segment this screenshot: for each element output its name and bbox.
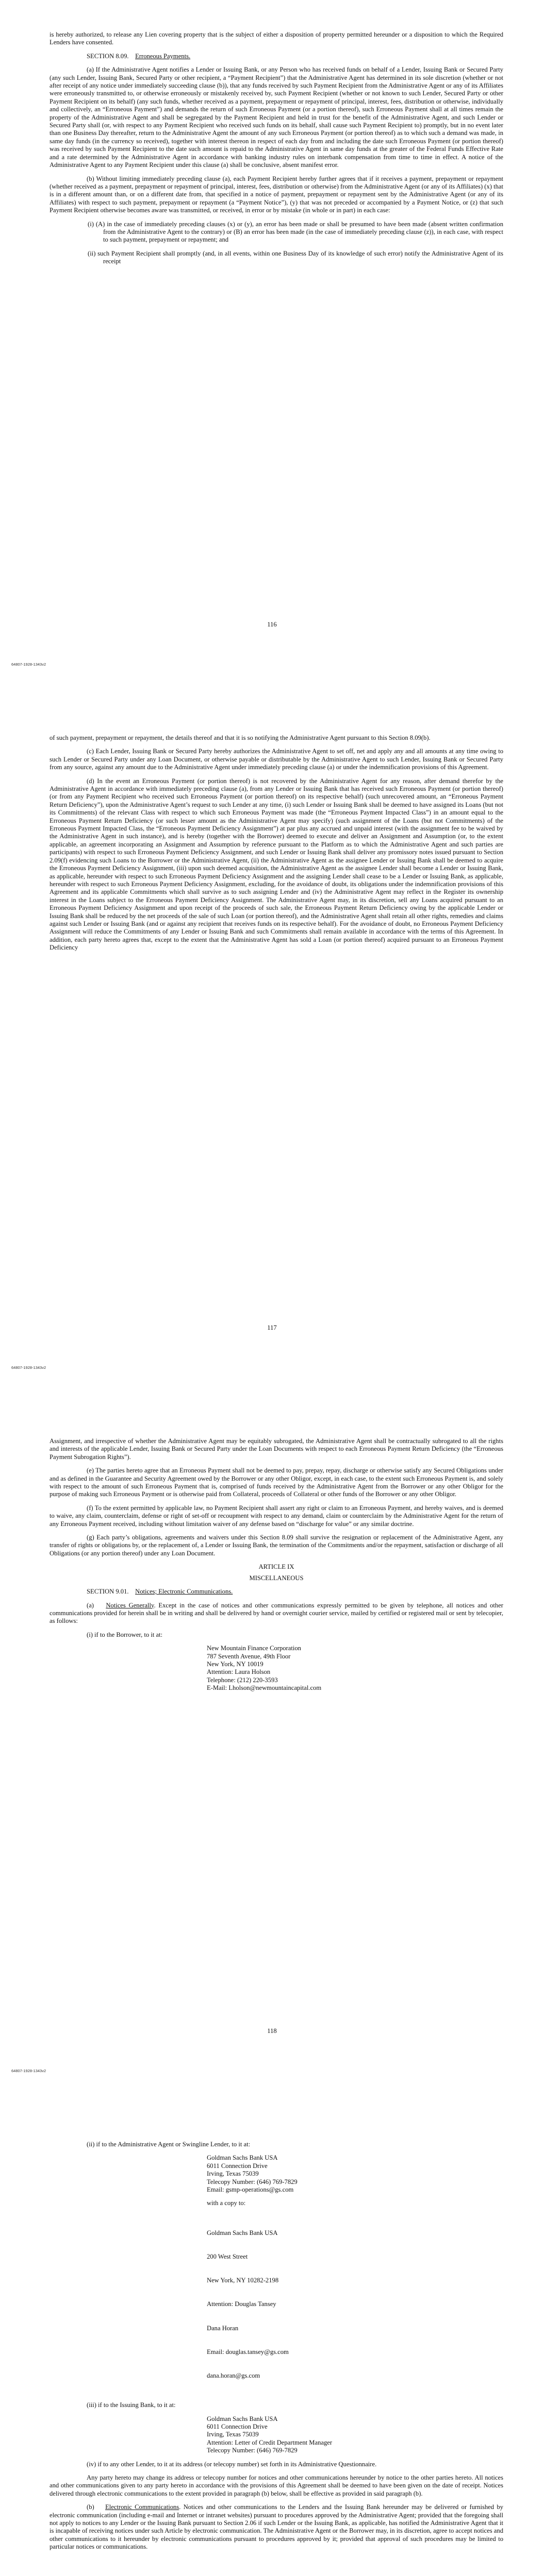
address-line: New York, NY 10019 xyxy=(207,1660,263,1668)
continued-paragraph: Assignment, and irrespective of whether the Administrative Agent may be equitably subrogated, the Administrative Agent shall be contractually subrogated to all the rights and interests of the applicable Lender, Issuing Bank or Secured Party under the Loan Documents with respect to each Erroneous Payment Return Deficiency (the “Erroneous Payment Subrogation Rights”). xyxy=(50,1437,503,1461)
page-116 xyxy=(0,0,544,703)
paragraph-a-text: . Except in the case of notices and other communications expressly permitted to be given by telephone, all notices and other communications provided for herein shall be in writing and shall be delivered by hand or overnight courier service, mailed by certified or registered mail or sent by telecopier, as follows: xyxy=(50,1601,504,1625)
address-line: Goldman Sachs Bank USA xyxy=(207,2229,278,2236)
address-line: Attention: Laura Holson xyxy=(207,1668,271,1676)
document-id: 64807-1928-1343v2 xyxy=(11,662,46,667)
with-copy-label: with a copy to: xyxy=(207,2199,246,2207)
page-number: 117 xyxy=(267,1324,277,1331)
borrower-address xyxy=(207,1645,503,1692)
section-heading xyxy=(50,1588,503,1596)
continued-paragraph: of such payment, prepayment or repayment, the details thereof and that it is so notifying the Administrative Agent pursuant to this Section 8.09(b). xyxy=(50,734,431,741)
address-line: New Mountain Finance Corporation xyxy=(207,1645,301,1652)
address-line: Telecopy Number: (646) 769-7829 xyxy=(207,2178,298,2185)
paragraph-a: (a) If the Administrative Agent notifies a Lender or Issuing Bank, or any Person who has received funds on behalf of a Lender, Issuing Bank or Secured Party (any such Lender, Issuing Bank, Secured Party or other recipient, a “Payment Recipient”) that the Administrative Agent has determined in its sole discretion (whether or not after receipt of any notice under immediately succeeding clause (b)), that any funds received by such Payment Recipient from the Administrative Agent or any of its Affiliates were erroneously transmitted to, or otherwise erroneously or mistakenly received by, such Payment Recipient (whether or not known to such Lender, Secured Party or other Payment Recipient on its behalf) (any such funds, whether received as a payment, prepayment or repayment of principal, interest, fees, distribution or otherwise, individually and collectively, an “Erroneous Payment”) and demands the return of such Erroneous Payment (or a portion thereof), such Erroneous Payment shall at all times remain the property of the Administrative Agent and shall be segregated by the Payment Recipient and held in trust for the benefit of the Administrative Agent, and such Lender or Secured Party shall (or, with respect to any Payment Recipient who received such funds on its behalf, shall cause such Payment Recipient to) promptly, but in no event later than one Business Day thereafter, return to the Administrative Agent the amount of any such Erroneous Payment (or portion thereof) as to which such a demand was made, in same day funds (in the currency so received), together with interest thereon in respect of each day from and including the date such Erroneous Payment (or portion thereof) was received by such Payment Recipient to the date such amount is repaid to the Administrative Agent in same day funds at the greater of the Federal Funds Effective Rate and a rate determined by the Administrative Agent in accordance with banking industry rules on interbank compensation from time to time in effect. A notice of the Administrative Agent to any Payment Recipient under this clause (a) shall be conclusive, absent manifest error. xyxy=(50,66,503,169)
address-line: Dana Horan xyxy=(207,2324,239,2332)
address-line: Irving, Texas 75039 xyxy=(207,2170,259,2178)
section-title: Erroneous Payments. xyxy=(135,52,191,60)
address-line: Telephone: (212) 220-3593 xyxy=(207,1676,278,1684)
address-line: 787 Seventh Avenue, 49th Floor xyxy=(207,1652,291,1660)
page-119 xyxy=(0,2110,544,2576)
issuing-bank-address xyxy=(207,2415,503,2455)
paragraph-a-title: Notices Generally xyxy=(106,1601,154,1609)
paragraph-c: (c) Each Lender, Issuing Bank or Secured Party hereby authorizes the Administrative Agent to set off, net and apply any and all amounts at any time owing to such Lender or Secured Party under any Loan Document, or otherwise payable or distributable by the Administrative Agent to such Lender, Issuing Bank or Secured Party from any source, against any amount due to the Administrative Agent under immediately preceding clause (a) or under the indemnification provisions of this Agreement. xyxy=(50,748,503,771)
agent-copy-address xyxy=(207,2213,503,2396)
address-line: 6011 Connection Drive xyxy=(207,2162,268,2170)
item-i: (i) if to the Borrower, to it at: xyxy=(87,1631,163,1638)
agent-address xyxy=(207,2154,503,2194)
paragraph-b-i: (i) (A) in the case of immediately preceding clauses (x) or (y), an error has been made or shall be presumed to have been made (absent written confirmation from the Administrative Agent to the contrary) or (B) an error has been made (in the case of immediately preceding clause (z)), in each case, with respect to such payment, prepayment or repayment; and xyxy=(88,220,503,244)
section-title: Notices; Electronic Communications. xyxy=(135,1588,233,1596)
paragraph-b-title: Electronic Communications xyxy=(105,2503,179,2511)
address-line: New York, NY 10282-2198 xyxy=(207,2277,279,2284)
paragraph-b: (b) Without limiting immediately preceding clause (a), each Payment Recipient hereby further agrees that if it receives a payment, prepayment or repayment (whether received as a payment, prepayment or repayment of principal, interest, fees, distribution or otherwise) from the Administrative Agent (or any of its Affiliates) (x) that is in a different amount than, or on a different date from, that specified in a notice of payment, prepayment or repayment sent by the Administrative Agent (or any of its Affiliates) with respect to such payment, prepayment or repayment (a “Payment Notice”), (y) that was not preceded or accompanied by a Payment Notice, or (z) that such Payment Recipient otherwise becomes aware was transmitted, or received, in error or by mistake (in whole or in part) in each case: xyxy=(50,175,504,214)
address-line: 6011 Connection Drive xyxy=(207,2423,268,2430)
address-line: Goldman Sachs Bank USA xyxy=(207,2415,278,2422)
section-heading xyxy=(50,53,503,60)
paragraph-e: (e) The parties hereto agree that an Erroneous Payment shall not be deemed to pay, prepay, repay, discharge or otherwise satisfy any Secured Obligations under and as defined in the Guarantee and Security Agreement owed by the Borrower or any other Obligor, except, in each case, to the extent such Erroneous Payment is, and solely with respect to the amount of such Erroneous Payment that is, comprised of funds received by the Administrative Agent from the Borrower or any other Obligor for the purpose of making such Erroneous Payment or is otherwise paid from Collateral, proceeds of Collateral or other funds of the Borrower or any other Obligor. xyxy=(50,1467,503,1498)
address-line: Attention: Letter of Credit Department Manager xyxy=(207,2438,333,2446)
page-number: 118 xyxy=(267,2027,277,2035)
document-id: 64807-1928-1343v2 xyxy=(11,2069,46,2073)
address-line: 200 West Street xyxy=(207,2252,248,2260)
section-number: SECTION 8.09. xyxy=(87,52,129,60)
paragraph-b-ii: (ii) such Payment Recipient shall promptly (and, in all events, within one Business Day of its knowledge of such error) notify the Administrative Agent of its receipt xyxy=(88,249,503,265)
address-line: Email: douglas.tansey@gs.com xyxy=(207,2348,289,2355)
address-line: E-Mail: Lholson@newmountaincapital.com xyxy=(207,1684,322,1692)
item-iv: (iv) if to any other Lender, to it at its address (or telecopy number) set forth in its Administrative Questionnaire. xyxy=(87,2460,377,2468)
paragraph-a-label: (a) xyxy=(87,1601,94,1609)
paragraph-b-label: (b) xyxy=(87,2503,94,2511)
paragraph-f: (f) To the extent permitted by applicable law, no Payment Recipient shall assert any right or claim to an Erroneous Payment, and hereby waives, and is deemed to waive, any claim, counterclaim, defense or right of set-off or recoupment with respect to any demand, claim or counterclaim by the Administrative Agent for the return of any Erroneous Payment received, including without limitation waiver of any defense based on “discharge for value” or any similar doctrine. xyxy=(50,1504,503,1528)
paragraph-d: (d) In the event an Erroneous Payment (or portion thereof) is not recovered by the Administrative Agent for any reason, after demand therefor by the Administrative Agent in accordance with immediately preceding clause (a), from any Lender or Issuing Bank that has received such Erroneous Payment (or portion thereof) (or from any Payment Recipient who received such Erroneous Payment (or portion thereof) on its respective behalf) (such unrecovered amount, an “Erroneous Payment Return Deficiency”), upon the Administrative Agent’s request to such Lender at any time, (i) such Lender or Issuing Bank shall be deemed to have assigned its Loans (but not its Commitments) of the relevant Class with respect to which such Erroneous Payment was made (the “Erroneous Payment Impacted Class”) in an amount equal to the Erroneous Payment Return Deficiency (or such lesser amount as the Administrative Agent may specify) (such assignment of the Loans (but not Commitments) of the Erroneous Payment Impacted Class, the “Erroneous Payment Deficiency Assignment”) at par plus any accrued and unpaid interest (with the assignment fee to be waived by the Administrative Agent in such instance), and is hereby (together with the Borrower) deemed to execute and deliver an Assignment and Assumption (or, to the extent applicable, an agreement incorporating an Assignment and Assumption by reference pursuant to the Platform as to which the Administrative Agent and such parties are participants) with respect to such Erroneous Payment Deficiency Assignment, and such Lender or Issuing Bank shall deliver any promissory notes issued pursuant to Section 2.09(f) evidencing such Loans to the Borrower or the Administrative Agent, (ii) the Administrative Agent as the assignee Lender or Issuing Bank shall be deemed to acquire the Erroneous Payment Deficiency Assignment, (iii) upon such deemed acquisition, the Administrative Agent as the assignee Lender shall become a Lender or Issuing Bank, as applicable, hereunder with respect to such Erroneous Payment Deficiency Assignment and the assigning Lender shall cease to be a Lender or Issuing Bank, as applicable, hereunder with respect to such Erroneous Payment Deficiency Assignment, excluding, for the avoidance of doubt, its obligations under the indemnification provisions of this Agreement and its applicable Commitments which shall survive as to such assigning Lender and (iv) the Administrative Agent may reflect in the Register its ownership interest in the Loans subject to the Erroneous Payment Deficiency Assignment. The Administrative Agent may, in its discretion, sell any Loans acquired pursuant to an Erroneous Payment Deficiency Assignment and upon receipt of the proceeds of such sale, the Erroneous Payment Return Deficiency owing by the applicable Lender or Issuing Bank shall be reduced by the net proceeds of the sale of such Loan (or portion thereof), and the Administrative Agent shall retain all other rights, remedies and claims against such Lender or Issuing Bank (and or against any recipient that receives funds on its respective behalf). For the avoidance of doubt, no Erroneous Payment Deficiency Assignment will reduce the Commitments of any Lender or Issuing Bank and such Commitments shall remain available in accordance with the terms of this Agreement. In addition, each party hereto agrees that, except to the extent that the Administrative Agent has sold a Loan (or portion thereof) acquired pursuant to an Erroneous Payment Deficiency xyxy=(50,777,503,952)
section-number: SECTION 9.01. xyxy=(87,1588,129,1596)
address-line: Goldman Sachs Bank USA xyxy=(207,2154,278,2162)
intro-paragraph: is hereby authorized, to release any Lien covering property that is the subject of either a disposition of property permitted hereunder or a disposition to which the Required Lenders have consented. xyxy=(50,31,503,46)
page-118 xyxy=(0,1406,544,2110)
address-line: Irving, Texas 75039 xyxy=(207,2431,259,2438)
address-line: dana.horan@gs.com xyxy=(207,2371,260,2379)
address-line: Email: gsmp-operations@gs.com xyxy=(207,2186,294,2194)
address-line: Telecopy Number: (646) 769-7829 xyxy=(207,2447,298,2454)
page-number: 116 xyxy=(267,621,277,628)
paragraph-g: (g) Each party’s obligations, agreements and waivers under this Section 8.09 shall survive the resignation or replacement of the Administrative Agent, any transfer of rights or obligations by, or the replacement of, a Lender or Issuing Bank, the termination of the Commitments and/or the repayment, satisfaction or discharge of all Obligations (or any portion thereof) under any Loan Document. xyxy=(50,1534,503,1557)
address-line: Attention: Douglas Tansey xyxy=(207,2300,276,2308)
paragraph-b xyxy=(50,2503,503,2551)
item-iii: (iii) if to the Issuing Bank, to it at: xyxy=(87,2401,176,2409)
notices-paragraph: Any party hereto may change its address or telecopy number for notices and other communications hereunder by notice to the other parties hereto. All notices and other communications given to any party hereto in accordance with the provisions of this Agreement shall be deemed to have been given on the date of receipt. Notices delivered through electronic communications to the extent provided in paragraph (b) below, shall be effective as provided in said paragraph (b). xyxy=(50,2474,503,2497)
paragraph-a xyxy=(50,1602,503,1625)
article-number: ARTICLE IX xyxy=(258,1563,294,1571)
article-title: MISCELLANEOUS xyxy=(249,1574,304,1582)
item-ii: (ii) if to the Administrative Agent or Swingline Lender, to it at: xyxy=(87,2141,251,2148)
document-id: 64807-1928-1343v2 xyxy=(11,1365,46,1370)
page-117 xyxy=(0,703,544,1406)
paragraph-b-text: . Notices and other communications to the Lenders and the Issuing Bank hereunder may be delivered or furnished by electronic communication (including e-mail and Internet or intranet websites) pursuant to procedures approved by the Administrative Agent; provided that the foregoing shall not apply to notices to any Lender or the Issuing Bank pursuant to Section 2.06 if such Lender or the Issuing Bank, as applicable, has notified the Administrative Agent that it is incapable of receiving notices under such Article by electronic communication. The Administrative Agent or the Borrower may, in its discretion, agree to accept notices and other communications to it hereunder by electronic communications pursuant to procedures approved by it; provided that approval of such procedures may be limited to particular notices or communications. xyxy=(50,2503,504,2551)
